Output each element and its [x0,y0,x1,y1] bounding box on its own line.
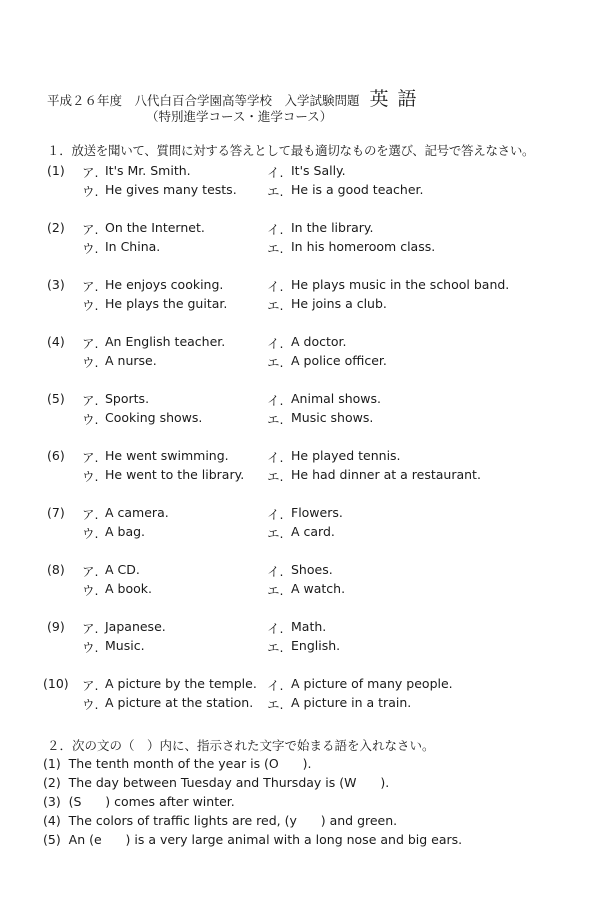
choice-marker: ウ. [82,412,99,427]
choice-text: In his homeroom class. [291,239,436,254]
choice-text: He had dinner at a restaurant. [291,467,481,482]
choice-marker: エ. [267,298,284,313]
choice-text: In China. [105,239,161,254]
choice-text: An English teacher. [105,334,226,349]
question-number: (10) [43,676,69,691]
choice-text: A picture in a train. [291,695,412,710]
choice-marker: イ. [267,279,284,294]
choice-marker: ウ. [82,355,99,370]
question-number: (9) [47,619,65,634]
choice-marker: ア. [82,564,99,579]
choice-marker: ア. [82,336,99,351]
choice-marker: エ. [267,412,284,427]
choice-marker: ウ. [82,184,99,199]
choice-marker: ア. [82,279,99,294]
q1-question [47,391,567,429]
choice-text: A bag. [105,524,146,539]
choice-text: A picture at the station. [105,695,254,710]
choice-text: A nurse. [105,353,157,368]
choice-marker: ア. [82,450,99,465]
q1-question [47,448,567,486]
choice-text: A picture by the temple. [105,676,257,691]
choice-text: Math. [291,619,327,634]
q2-question: (2) The day between Tuesday and Thursday is (W ). [43,775,390,790]
choice-text: Shoes. [291,562,333,577]
question-number: (1) [47,163,65,178]
choice-marker: ア. [82,678,99,693]
q2-question: (3) (S ) comes after winter. [43,794,235,809]
q1-question [47,505,567,543]
choice-text: A card. [291,524,335,539]
choice-marker: ウ. [82,241,99,256]
q1-question [47,334,567,372]
choice-marker: ア. [82,393,99,408]
q1-question [47,220,567,258]
choice-marker: ウ. [82,640,99,655]
choice-marker: エ. [267,583,284,598]
choice-text: He played tennis. [291,448,401,463]
exam-title-text: 平成２６年度 八代白百合学園高等学校 入学試験問題 [47,93,360,108]
choice-text: A doctor. [291,334,347,349]
choice-marker: エ. [267,184,284,199]
choice-text: Music shows. [291,410,374,425]
choice-text: In the library. [291,220,374,235]
choice-marker: エ. [267,526,284,541]
choice-marker: ア. [82,165,99,180]
q2-question: (5) An (e ) is a very large animal with a long nose and big ears. [43,832,463,847]
question-number: (5) [47,391,65,406]
choice-text: A picture of many people. [291,676,453,691]
choice-text: He joins a club. [291,296,387,311]
choice-marker: ウ. [82,583,99,598]
choice-marker: イ. [267,165,284,180]
question-number: (4) [47,334,65,349]
choice-marker: イ. [267,336,284,351]
choice-marker: エ. [267,355,284,370]
q1-question [47,277,567,315]
choice-text: A book. [105,581,152,596]
q1-question [47,562,567,600]
choice-marker: ア. [82,222,99,237]
question-number: (6) [47,448,65,463]
question-number: (2) [47,220,65,235]
choice-marker: エ. [267,241,284,256]
q2-instruction: ２．次の文の（ ）内に、指示された文字で始まる語を入れなさい。 [47,738,435,753]
choice-text: He went swimming. [105,448,229,463]
course-subtitle: （特別進学コース・進学コース） [146,109,333,124]
choice-text: He enjoys cooking. [105,277,224,292]
choice-marker: イ. [267,222,284,237]
choice-marker: イ. [267,621,284,636]
question-number: (3) [47,277,65,292]
q1-instruction: １．放送を聞いて、質問に対する答えとして最も適切なものを選び、記号で答えなさい。 [47,143,535,158]
q1-question [43,676,567,714]
choice-text: Flowers. [291,505,343,520]
choice-text: He went to the library. [105,467,245,482]
choice-text: He plays the guitar. [105,296,228,311]
choice-text: A police officer. [291,353,387,368]
choice-marker: エ. [267,469,284,484]
choice-text: Cooking shows. [105,410,203,425]
question-number: (8) [47,562,65,577]
choice-text: Sports. [105,391,150,406]
choice-text: He is a good teacher. [291,182,424,197]
choice-text: English. [291,638,341,653]
choice-text: Japanese. [105,619,166,634]
choice-marker: ア. [82,621,99,636]
choice-marker: ウ. [82,469,99,484]
choice-marker: エ. [267,640,284,655]
choice-marker: イ. [267,678,284,693]
choice-marker: エ. [267,697,284,712]
q1-question [47,619,567,657]
choice-marker: イ. [267,393,284,408]
q2-question: (4) The colors of traffic lights are red, (y ) and green. [43,813,398,828]
choice-marker: イ. [267,564,284,579]
choice-marker: ア. [82,507,99,522]
choice-text: A watch. [291,581,346,596]
choice-text: It's Mr. Smith. [105,163,191,178]
choice-text: A CD. [105,562,140,577]
q2-question: (1) The tenth month of the year is (O ). [43,756,312,771]
choice-text: He plays music in the school band. [291,277,510,292]
question-number: (7) [47,505,65,520]
choice-text: Animal shows. [291,391,382,406]
choice-text: On the Internet. [105,220,205,235]
choice-marker: ウ. [82,697,99,712]
choice-text: He gives many tests. [105,182,237,197]
choice-text: Music. [105,638,145,653]
choice-text: A camera. [105,505,169,520]
choice-marker: イ. [267,450,284,465]
choice-marker: イ. [267,507,284,522]
choice-marker: ウ. [82,298,99,313]
choice-text: It's Sally. [291,163,346,178]
subject-heading: 英語 [369,88,426,110]
choice-marker: ウ. [82,526,99,541]
q1-question [47,163,567,201]
